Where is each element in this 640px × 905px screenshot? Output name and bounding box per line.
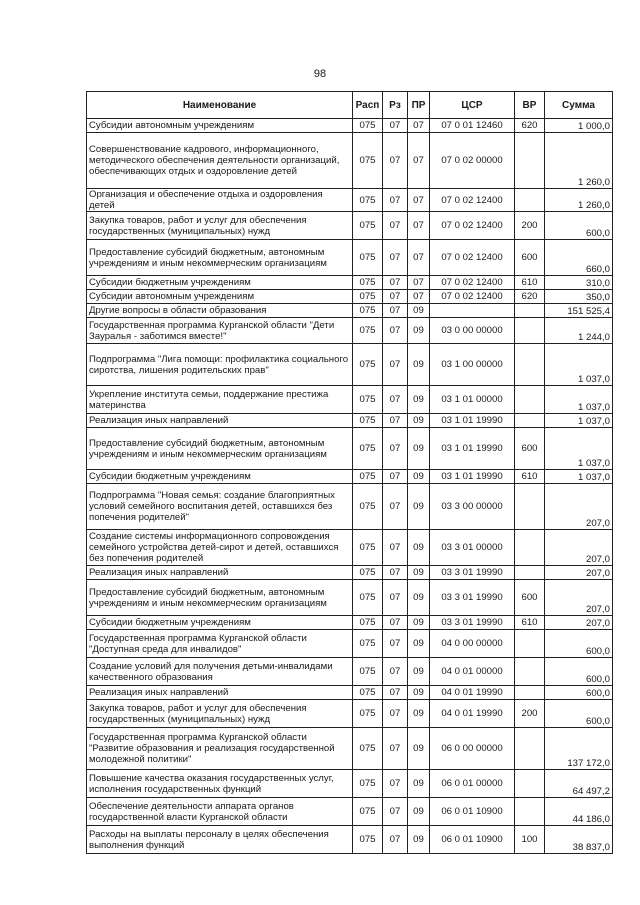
row-csr: 04 0 01 00000 xyxy=(430,658,515,686)
row-rz: 07 xyxy=(383,728,408,770)
row-rz: 07 xyxy=(383,630,408,658)
row-vr xyxy=(515,770,545,798)
table-header-row xyxy=(87,92,613,119)
row-name: Предоставление субсидий бюджетным, автономным учреждениям и иным некоммерческим организациям xyxy=(87,580,353,616)
row-sum: 207,0 xyxy=(545,530,613,566)
row-rasp: 075 xyxy=(353,212,383,240)
row-pr: 09 xyxy=(408,728,430,770)
table-row xyxy=(87,470,613,484)
table-row xyxy=(87,566,613,580)
row-rasp: 075 xyxy=(353,290,383,304)
table-row xyxy=(87,686,613,700)
table-row xyxy=(87,240,613,276)
row-rasp: 075 xyxy=(353,119,383,133)
row-csr: 03 3 01 19990 xyxy=(430,566,515,580)
row-pr: 09 xyxy=(408,580,430,616)
row-name: Закупка товаров, работ и услуг для обеспечения государственных (муниципальных) нужд xyxy=(87,700,353,728)
table-row xyxy=(87,276,613,290)
table-row xyxy=(87,318,613,344)
row-rz: 07 xyxy=(383,304,408,318)
table-row xyxy=(87,189,613,212)
row-rasp: 075 xyxy=(353,414,383,428)
row-csr: 07 0 02 12400 xyxy=(430,240,515,276)
row-name: Повышение качества оказания государственных услуг, исполнения государственных функций xyxy=(87,770,353,798)
row-pr: 09 xyxy=(408,700,430,728)
row-csr: 03 3 00 00000 xyxy=(430,484,515,530)
row-vr: 620 xyxy=(515,290,545,304)
row-rz: 07 xyxy=(383,686,408,700)
row-sum: 1 260,0 xyxy=(545,189,613,212)
row-rasp: 075 xyxy=(353,344,383,386)
table-row xyxy=(87,826,613,854)
row-rz: 07 xyxy=(383,770,408,798)
row-name: Создание системы информационного сопровождения семейного устройства детей-сирот и детей, оставшихся без попечения родителей xyxy=(87,530,353,566)
row-csr: 06 0 01 10900 xyxy=(430,798,515,826)
row-pr: 09 xyxy=(408,318,430,344)
row-rz: 07 xyxy=(383,119,408,133)
row-name: Создание условий для получения детьми-инвалидами качественного образования xyxy=(87,658,353,686)
row-rz: 07 xyxy=(383,484,408,530)
row-name: Другие вопросы в области образования xyxy=(87,304,353,318)
row-pr: 07 xyxy=(408,212,430,240)
row-sum: 1 037,0 xyxy=(545,428,613,470)
row-name: Государственная программа Курганской области "Доступная среда для инвалидов" xyxy=(87,630,353,658)
table-row xyxy=(87,119,613,133)
table-row xyxy=(87,290,613,304)
row-pr: 09 xyxy=(408,484,430,530)
row-sum: 1 037,0 xyxy=(545,386,613,414)
row-pr: 09 xyxy=(408,414,430,428)
row-sum: 1 037,0 xyxy=(545,344,613,386)
row-pr: 09 xyxy=(408,428,430,470)
row-name: Предоставление субсидий бюджетным, автономным учреждениям и иным некоммерческим организациям xyxy=(87,428,353,470)
row-csr: 03 0 00 00000 xyxy=(430,318,515,344)
table-row xyxy=(87,630,613,658)
row-vr: 600 xyxy=(515,580,545,616)
row-rz: 07 xyxy=(383,212,408,240)
row-rasp: 075 xyxy=(353,580,383,616)
row-rz: 07 xyxy=(383,290,408,304)
row-name: Предоставление субсидий бюджетным, автономным учреждениям и иным некоммерческим организациям xyxy=(87,240,353,276)
row-vr xyxy=(515,484,545,530)
row-rasp: 075 xyxy=(353,304,383,318)
row-name: Реализация иных направлений xyxy=(87,566,353,580)
row-vr: 200 xyxy=(515,700,545,728)
row-rasp: 075 xyxy=(353,386,383,414)
table-body xyxy=(87,119,613,854)
table-row xyxy=(87,798,613,826)
row-rasp: 075 xyxy=(353,428,383,470)
row-vr xyxy=(515,304,545,318)
row-csr: 04 0 01 19990 xyxy=(430,700,515,728)
row-rz: 07 xyxy=(383,658,408,686)
table-row xyxy=(87,212,613,240)
row-csr: 07 0 02 12400 xyxy=(430,276,515,290)
row-rasp: 075 xyxy=(353,798,383,826)
row-rasp: 075 xyxy=(353,686,383,700)
row-pr: 09 xyxy=(408,616,430,630)
row-rz: 07 xyxy=(383,798,408,826)
row-rasp: 075 xyxy=(353,530,383,566)
row-pr: 09 xyxy=(408,630,430,658)
row-sum: 600,0 xyxy=(545,658,613,686)
row-pr: 07 xyxy=(408,119,430,133)
header-rz: Рз xyxy=(383,92,408,119)
row-vr xyxy=(515,133,545,189)
row-sum: 600,0 xyxy=(545,630,613,658)
row-csr: 03 1 00 00000 xyxy=(430,344,515,386)
header-name: Наименование xyxy=(87,92,353,119)
row-rasp: 075 xyxy=(353,658,383,686)
row-rasp: 075 xyxy=(353,566,383,580)
row-rz: 07 xyxy=(383,428,408,470)
row-csr: 04 0 00 00000 xyxy=(430,630,515,658)
row-rasp: 075 xyxy=(353,826,383,854)
row-csr: 03 1 01 00000 xyxy=(430,386,515,414)
row-csr: 06 0 00 00000 xyxy=(430,728,515,770)
row-rz: 07 xyxy=(383,133,408,189)
row-vr: 100 xyxy=(515,826,545,854)
row-rz: 07 xyxy=(383,386,408,414)
row-name: Совершенствование кадрового, информационного, методического обеспечения деятельности организаций, обеспечивающих отдых и оздоровление детей xyxy=(87,133,353,189)
row-rasp: 075 xyxy=(353,240,383,276)
row-vr xyxy=(515,658,545,686)
row-sum: 600,0 xyxy=(545,686,613,700)
row-name: Подпрограмма "Новая семья: создание благоприятных условий семейного воспитания детей, оставшихся без попечения родителей" xyxy=(87,484,353,530)
row-name: Государственная программа Курганской области "Дети Зауралья - заботимся вместе!" xyxy=(87,318,353,344)
row-name: Субсидии бюджетным учреждениям xyxy=(87,470,353,484)
header-vr: ВР xyxy=(515,92,545,119)
budget-table xyxy=(86,91,613,854)
row-pr: 07 xyxy=(408,133,430,189)
header-sum: Сумма xyxy=(545,92,613,119)
row-vr xyxy=(515,630,545,658)
row-sum: 151 525,4 xyxy=(545,304,613,318)
row-rasp: 075 xyxy=(353,484,383,530)
row-vr xyxy=(515,386,545,414)
row-vr: 600 xyxy=(515,240,545,276)
table-row xyxy=(87,428,613,470)
table-row xyxy=(87,658,613,686)
row-sum: 137 172,0 xyxy=(545,728,613,770)
row-sum: 207,0 xyxy=(545,616,613,630)
table-row xyxy=(87,386,613,414)
row-pr: 09 xyxy=(408,470,430,484)
table-row xyxy=(87,414,613,428)
row-sum: 207,0 xyxy=(545,484,613,530)
row-vr xyxy=(515,344,545,386)
row-rz: 07 xyxy=(383,189,408,212)
row-vr xyxy=(515,530,545,566)
row-sum: 1 000,0 xyxy=(545,119,613,133)
row-rasp: 075 xyxy=(353,728,383,770)
header-rasp: Расп xyxy=(353,92,383,119)
row-sum: 207,0 xyxy=(545,580,613,616)
row-rz: 07 xyxy=(383,580,408,616)
row-pr: 07 xyxy=(408,189,430,212)
row-name: Расходы на выплаты персоналу в целях обеспечения выполнения функций xyxy=(87,826,353,854)
row-pr: 09 xyxy=(408,770,430,798)
row-sum: 207,0 xyxy=(545,566,613,580)
row-vr: 620 xyxy=(515,119,545,133)
row-name: Субсидии бюджетным учреждениям xyxy=(87,276,353,290)
row-pr: 09 xyxy=(408,344,430,386)
row-sum: 1 037,0 xyxy=(545,414,613,428)
row-name: Государственная программа Курганской области "Развитие образования и реализация государственной молодежной политики" xyxy=(87,728,353,770)
row-pr: 09 xyxy=(408,658,430,686)
row-csr xyxy=(430,304,515,318)
row-pr: 09 xyxy=(408,530,430,566)
row-rasp: 075 xyxy=(353,630,383,658)
table-row xyxy=(87,616,613,630)
row-rz: 07 xyxy=(383,414,408,428)
row-csr: 03 3 01 19990 xyxy=(430,616,515,630)
row-pr: 09 xyxy=(408,386,430,414)
row-csr: 03 1 01 19990 xyxy=(430,428,515,470)
table-row xyxy=(87,580,613,616)
row-sum: 350,0 xyxy=(545,290,613,304)
row-csr: 03 1 01 19990 xyxy=(430,470,515,484)
row-csr: 03 1 01 19990 xyxy=(430,414,515,428)
row-vr: 200 xyxy=(515,212,545,240)
row-name: Субсидии автономным учреждениям xyxy=(87,290,353,304)
page-number: 98 xyxy=(313,68,327,80)
row-rz: 07 xyxy=(383,826,408,854)
row-name: Подпрограмма "Лига помощи: профилактика социального сиротства, лишения родительских прав" xyxy=(87,344,353,386)
table-row xyxy=(87,770,613,798)
row-name: Организация и обеспечение отдыха и оздоровления детей xyxy=(87,189,353,212)
header-pr: ПР xyxy=(408,92,430,119)
row-csr: 03 3 01 00000 xyxy=(430,530,515,566)
row-csr: 07 0 02 12400 xyxy=(430,189,515,212)
row-name: Укрепление института семьи, поддержание престижа материнства xyxy=(87,386,353,414)
row-sum: 38 837,0 xyxy=(545,826,613,854)
row-vr xyxy=(515,189,545,212)
row-rasp: 075 xyxy=(353,470,383,484)
table-row xyxy=(87,728,613,770)
row-csr: 07 0 02 00000 xyxy=(430,133,515,189)
row-vr: 610 xyxy=(515,616,545,630)
row-pr: 09 xyxy=(408,826,430,854)
row-sum: 1 037,0 xyxy=(545,470,613,484)
row-rz: 07 xyxy=(383,240,408,276)
row-rasp: 075 xyxy=(353,133,383,189)
row-pr: 09 xyxy=(408,566,430,580)
table-row xyxy=(87,304,613,318)
row-pr: 09 xyxy=(408,304,430,318)
row-name: Реализация иных направлений xyxy=(87,414,353,428)
row-vr: 610 xyxy=(515,470,545,484)
header-csr: ЦСР xyxy=(430,92,515,119)
row-sum: 600,0 xyxy=(545,212,613,240)
table-row xyxy=(87,484,613,530)
row-csr: 06 0 01 00000 xyxy=(430,770,515,798)
row-name: Реализация иных направлений xyxy=(87,686,353,700)
row-pr: 09 xyxy=(408,798,430,826)
row-pr: 07 xyxy=(408,276,430,290)
row-rz: 07 xyxy=(383,566,408,580)
row-rz: 07 xyxy=(383,530,408,566)
row-vr xyxy=(515,414,545,428)
row-rasp: 075 xyxy=(353,189,383,212)
row-name: Закупка товаров, работ и услуг для обеспечения государственных (муниципальных) нужд xyxy=(87,212,353,240)
row-sum: 1 260,0 xyxy=(545,133,613,189)
row-rasp: 075 xyxy=(353,770,383,798)
row-rz: 07 xyxy=(383,276,408,290)
row-rasp: 075 xyxy=(353,318,383,344)
table-row xyxy=(87,344,613,386)
row-vr xyxy=(515,318,545,344)
table-row xyxy=(87,700,613,728)
row-pr: 09 xyxy=(408,686,430,700)
row-csr: 03 3 01 19990 xyxy=(430,580,515,616)
row-sum: 64 497,2 xyxy=(545,770,613,798)
row-rasp: 075 xyxy=(353,616,383,630)
row-rasp: 075 xyxy=(353,276,383,290)
row-sum: 660,0 xyxy=(545,240,613,276)
row-sum: 310,0 xyxy=(545,276,613,290)
row-rz: 07 xyxy=(383,700,408,728)
row-csr: 07 0 02 12400 xyxy=(430,212,515,240)
row-vr xyxy=(515,686,545,700)
row-vr xyxy=(515,566,545,580)
row-pr: 07 xyxy=(408,290,430,304)
row-rasp: 075 xyxy=(353,700,383,728)
row-vr xyxy=(515,728,545,770)
row-name: Субсидии бюджетным учреждениям xyxy=(87,616,353,630)
table-row xyxy=(87,133,613,189)
row-sum: 600,0 xyxy=(545,700,613,728)
row-pr: 07 xyxy=(408,240,430,276)
row-sum: 44 186,0 xyxy=(545,798,613,826)
row-csr: 06 0 01 10900 xyxy=(430,826,515,854)
row-rz: 07 xyxy=(383,470,408,484)
row-vr: 610 xyxy=(515,276,545,290)
row-csr: 04 0 01 19990 xyxy=(430,686,515,700)
row-name: Обеспечение деятельности аппарата органов государственной власти Курганской области xyxy=(87,798,353,826)
row-vr: 600 xyxy=(515,428,545,470)
row-vr xyxy=(515,798,545,826)
row-csr: 07 0 02 12400 xyxy=(430,290,515,304)
row-rz: 07 xyxy=(383,616,408,630)
row-sum: 1 244,0 xyxy=(545,318,613,344)
row-rz: 07 xyxy=(383,318,408,344)
row-rz: 07 xyxy=(383,344,408,386)
row-csr: 07 0 01 12460 xyxy=(430,119,515,133)
table-row xyxy=(87,530,613,566)
row-name: Субсидии автономным учреждениям xyxy=(87,119,353,133)
